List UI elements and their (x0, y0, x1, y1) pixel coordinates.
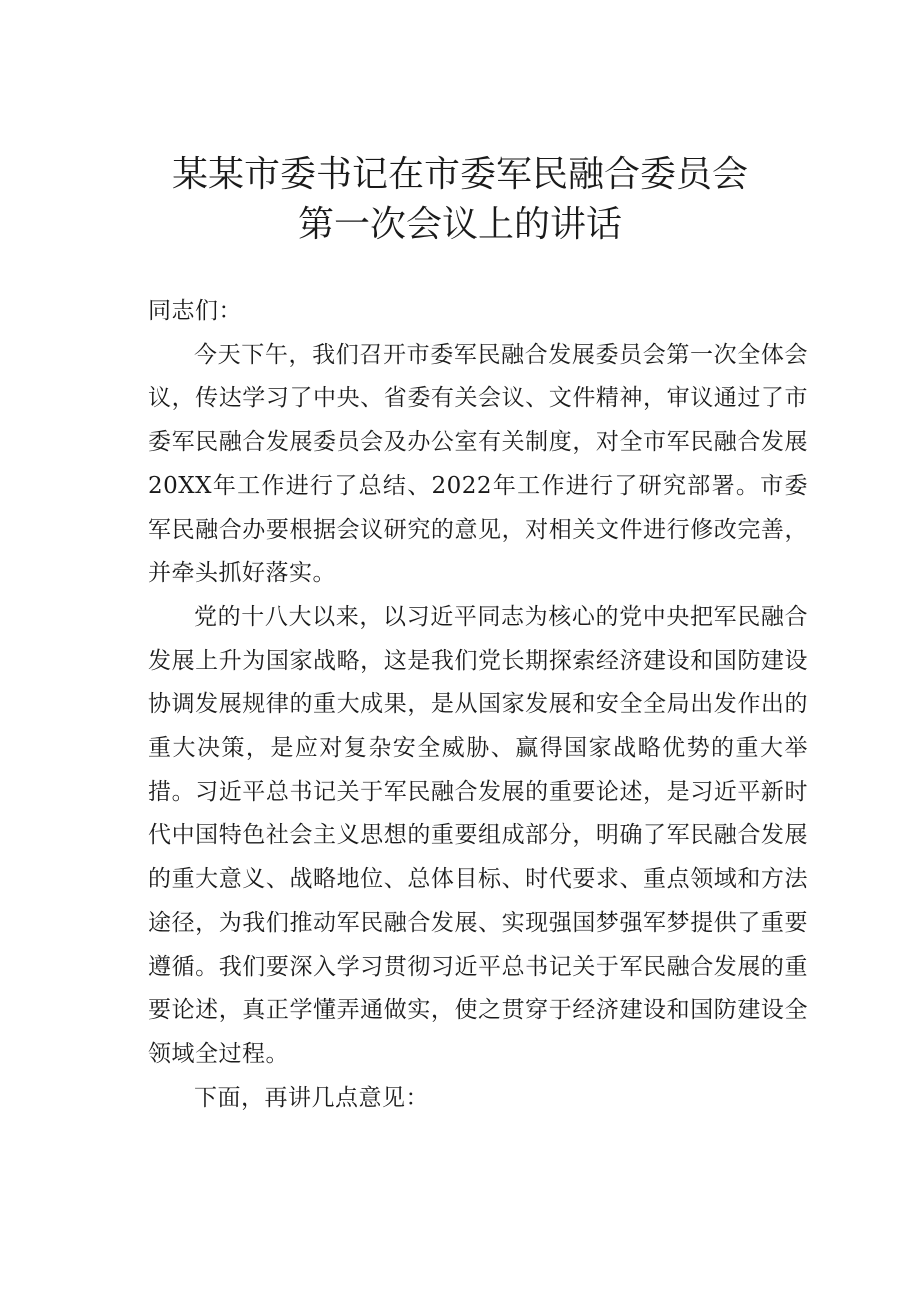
document-body (148, 290, 808, 1120)
paragraph-2: 党的十八大以来，以习近平同志为核心的党中央把军民融合发展上升为国家战略，这是我们党长期探索经济建设和国防建设协调发展规律的重大成果，是从国家发展和安全全局出发作出的重大决策，是应对复杂安全威胁、赢得国家战略优势的重大举措。习近平总书记关于军民融合发展的重要论述，是习近平新时代中国特色社会主义思想的重要组成部分，明确了军民融合发展的重大意义、战略地位、总体目标、时代要求、重点领域和方法途径，为我们推动军民融合发展、实现强国梦强军梦提供了重要遵循。我们要深入学习贯彻习近平总书记关于军民融合发展的重要论述，真正学懂弄通做实，使之贯穿于经济建设和国防建设全领域全过程。 (148, 603, 808, 1067)
paragraph-3: 下面，再讲几点意见： (194, 1084, 429, 1111)
title-line-1: 某某市委书记在市委军民融合委员会 (171, 154, 748, 195)
document-title (0, 150, 920, 250)
salutation: 同志们： (148, 298, 242, 324)
paragraph-1: 今天下午，我们召开市委军民融合发展委员会第一次全体会议，传达学习了中央、省委有关会议、文件精神，审议通过了市委军民融合发展委员会及办公室有关制度，对全市军民融合发展20XX年工作进行了总结、2022年工作进行了研究部署。市委军民融合办要根据会议研究的意见，对相关文件进行修改完善，并牵头抓好落实。 (148, 341, 808, 587)
title-line-2: 第一次会议上的讲话 (297, 204, 622, 245)
